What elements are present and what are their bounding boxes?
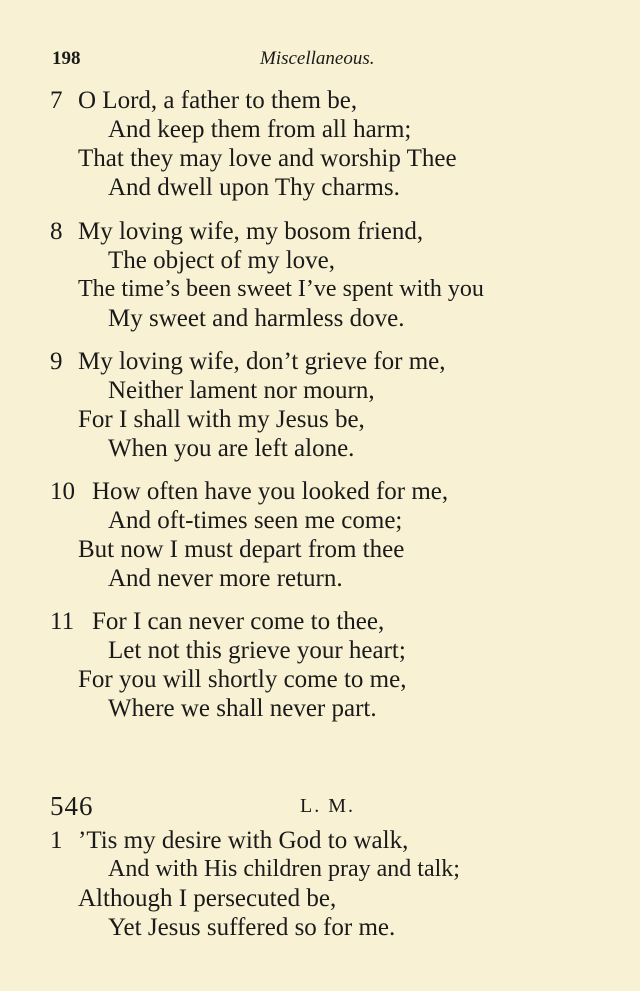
stanza-line: And dwell upon Thy charms.	[108, 174, 400, 201]
stanza-line: For I can never come to thee,	[92, 608, 385, 635]
stanza-line: For I shall with my Jesus be,	[78, 406, 365, 433]
stanza-line: But now I must depart from thee	[78, 536, 405, 563]
stanza-number: 11	[50, 608, 75, 635]
stanza-line: And keep them from all harm;	[108, 116, 412, 143]
page-number: 198	[52, 48, 81, 69]
stanza-line: Neither lament nor mourn,	[108, 377, 375, 404]
stanza-line: ’Tis my desire with God to walk,	[78, 827, 409, 854]
hymn-number: 546	[50, 791, 94, 821]
stanza-line: And with His children pray and talk;	[108, 856, 460, 882]
stanza-number: 7	[50, 87, 63, 114]
stanza-line: That they may love and worship Thee	[78, 145, 457, 172]
stanza-line: How often have you looked for me,	[92, 478, 449, 505]
stanza-line: Although I persecuted be,	[78, 885, 337, 912]
stanza-line: The object of my love,	[108, 247, 336, 274]
running-title: Miscellaneous.	[260, 48, 375, 69]
stanza-number: 9	[50, 348, 63, 375]
stanza-line: And never more return.	[108, 565, 343, 592]
stanza-line: Where we shall never part.	[108, 695, 377, 722]
stanza-line: My loving wife, my bosom friend,	[78, 218, 424, 245]
stanza-line: And oft-times seen me come;	[108, 507, 403, 534]
stanza-number: 8	[50, 218, 63, 245]
stanza-line: The time’s been sweet I’ve spent with you	[78, 276, 484, 302]
page-header	[52, 48, 612, 72]
stanza-line: O Lord, a father to them be,	[78, 87, 358, 114]
stanza-line: When you are left alone.	[108, 435, 355, 462]
stanza-line: My loving wife, don’t grieve for me,	[78, 348, 446, 375]
stanza-line: Yet Jesus suffered so for me.	[108, 914, 396, 941]
hymn-meter: L. M.	[300, 795, 355, 817]
stanza-number: 1	[50, 827, 63, 854]
stanza-line: For you will shortly come to me,	[78, 666, 407, 693]
stanza-number: 10	[50, 478, 75, 505]
stanza-line: My sweet and harmless dove.	[108, 305, 405, 332]
stanza-line: Let not this grieve your heart;	[108, 637, 406, 664]
